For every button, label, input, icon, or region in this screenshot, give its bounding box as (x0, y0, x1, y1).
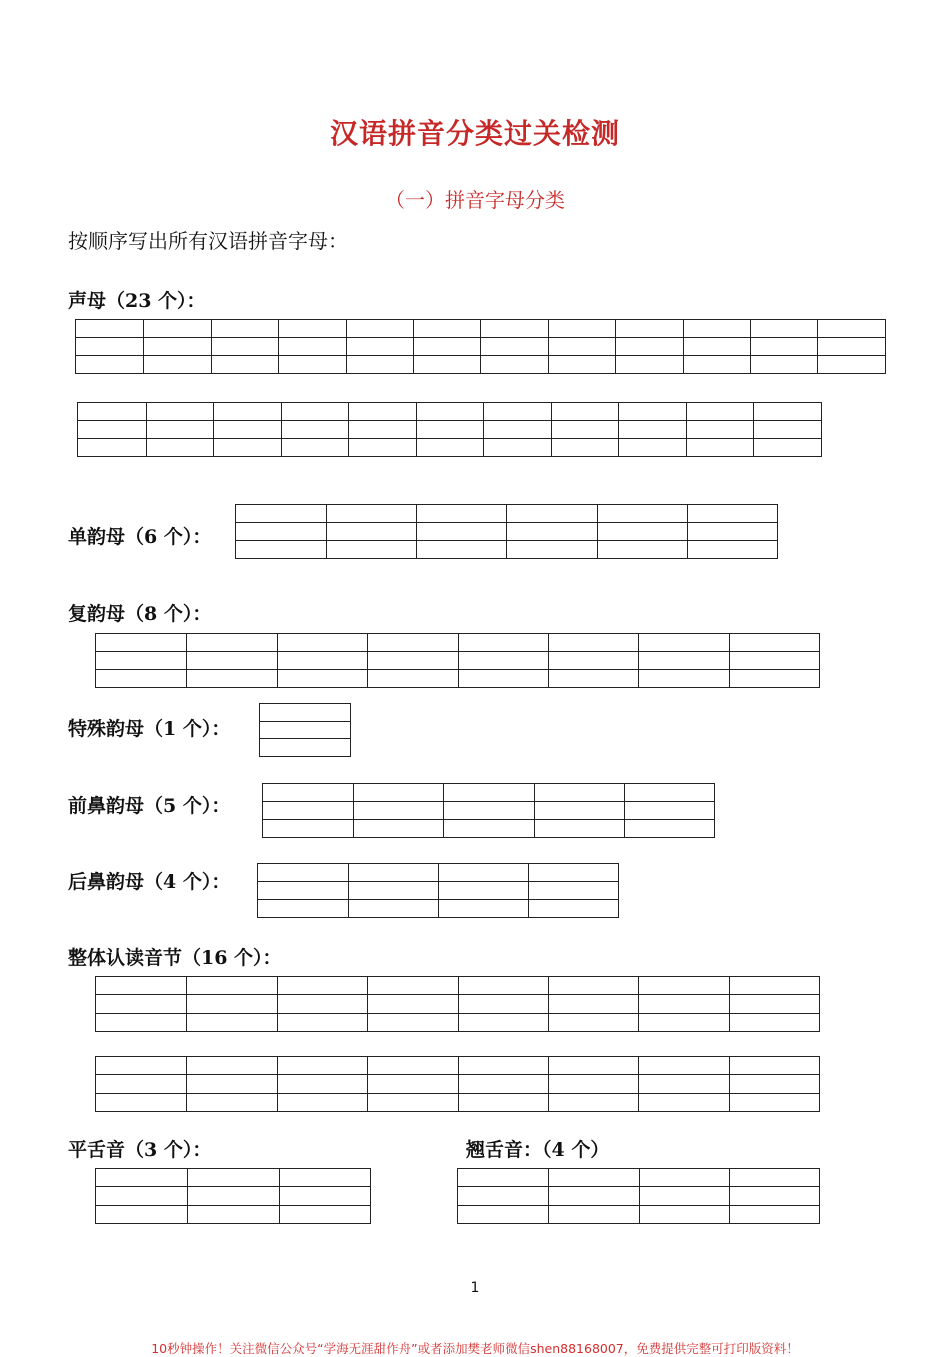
writing-cell (96, 977, 186, 1031)
writing-cell (615, 320, 682, 373)
writing-cell (186, 977, 276, 1031)
writing-cell (278, 320, 345, 373)
writing-cell (96, 1169, 187, 1223)
writing-cell (687, 505, 777, 558)
writing-cell (618, 403, 686, 456)
writing-cell (281, 403, 349, 456)
writing-grid-zhengti-1 (95, 976, 820, 1032)
writing-cell (279, 1169, 370, 1223)
label-qiaoshe: 翘舌音：（4 个） (466, 1139, 610, 1161)
writing-grid-teshu-yunmu (259, 703, 351, 757)
writing-cell (729, 634, 819, 687)
writing-cell (346, 320, 413, 373)
writing-cell (458, 1057, 548, 1111)
writing-cell (186, 1057, 276, 1111)
label-danyunmu: 单韵母（6 个）： (68, 526, 212, 548)
writing-grid-pingshe (95, 1168, 371, 1224)
label-teshu-yunmu: 特殊韵母（1 个）： (68, 718, 231, 740)
writing-cell (213, 403, 281, 456)
writing-cell (186, 634, 276, 687)
writing-cell (638, 977, 728, 1031)
writing-cell (729, 977, 819, 1031)
writing-cell (416, 403, 484, 456)
writing-cell (187, 1169, 278, 1223)
section-subtitle: （一）拼音字母分类 (385, 188, 565, 212)
writing-grid-fuyunmu (95, 633, 820, 688)
writing-cell (76, 320, 143, 373)
writing-cell (236, 505, 326, 558)
writing-cell (263, 784, 353, 837)
writing-cell (729, 1057, 819, 1111)
writing-cell (548, 634, 638, 687)
writing-cell (367, 977, 457, 1031)
writing-cell (277, 977, 367, 1031)
page-number: 1 (470, 1280, 480, 1296)
writing-cell (146, 403, 214, 456)
writing-cell (143, 320, 210, 373)
label-zhengti-rendu: 整体认读音节（16 个）： (68, 947, 282, 969)
writing-cell (367, 634, 457, 687)
writing-cell (367, 1057, 457, 1111)
label-fuyunmu: 复韵母（8 个）： (68, 603, 212, 625)
writing-cell (458, 634, 548, 687)
writing-cell (548, 1057, 638, 1111)
writing-cell (96, 1057, 186, 1111)
writing-cell (78, 403, 146, 456)
writing-grid-qiaoshe (457, 1168, 820, 1224)
writing-cell (528, 864, 618, 917)
writing-grid-shengmu-2 (77, 402, 822, 457)
writing-grid-shengmu-1 (75, 319, 886, 374)
writing-cell (683, 320, 750, 373)
writing-cell (458, 1169, 548, 1223)
writing-cell (817, 320, 884, 373)
writing-cell (260, 704, 350, 756)
writing-grid-qianbi-yunmu (262, 783, 715, 838)
label-houbi-yunmu: 后鼻韵母（4 个）： (68, 871, 231, 893)
writing-cell (348, 864, 438, 917)
writing-cell (258, 864, 348, 917)
writing-cell (353, 784, 443, 837)
writing-cell (483, 403, 551, 456)
label-qianbi-yunmu: 前鼻韵母（5 个）： (68, 795, 231, 817)
writing-cell (638, 634, 728, 687)
writing-cell (750, 320, 817, 373)
writing-cell (480, 320, 547, 373)
writing-cell (458, 977, 548, 1031)
writing-cell (506, 505, 596, 558)
writing-cell (597, 505, 687, 558)
writing-cell (534, 784, 624, 837)
footer-notice: 10秒钟操作！关注微信公众号“学海无涯甜作舟”或者添加樊老师微信shen88168007，免费提供完整可打印版资料！ (151, 1341, 799, 1356)
writing-cell (348, 403, 416, 456)
writing-grid-houbi-yunmu (257, 863, 619, 918)
writing-grid-danyunmu (235, 504, 778, 559)
writing-cell (96, 634, 186, 687)
writing-cell (729, 1169, 819, 1223)
writing-cell (443, 784, 533, 837)
label-pingshe: 平舌音（3 个）： (68, 1139, 212, 1161)
writing-cell (277, 1057, 367, 1111)
page-title: 汉语拼音分类过关检测 (329, 117, 620, 150)
writing-cell (624, 784, 714, 837)
instruction-text: 按顺序写出所有汉语拼音字母： (68, 229, 348, 253)
writing-grid-zhengti-2 (95, 1056, 820, 1112)
writing-cell (416, 505, 506, 558)
writing-cell (548, 977, 638, 1031)
writing-cell (211, 320, 278, 373)
writing-cell (326, 505, 416, 558)
writing-cell (277, 634, 367, 687)
writing-cell (551, 403, 619, 456)
writing-cell (438, 864, 528, 917)
writing-cell (753, 403, 821, 456)
label-shengmu: 声母（23 个）： (68, 290, 206, 312)
writing-cell (548, 1169, 638, 1223)
writing-cell (639, 1169, 729, 1223)
writing-cell (686, 403, 754, 456)
writing-cell (413, 320, 480, 373)
writing-cell (548, 320, 615, 373)
writing-cell (638, 1057, 728, 1111)
